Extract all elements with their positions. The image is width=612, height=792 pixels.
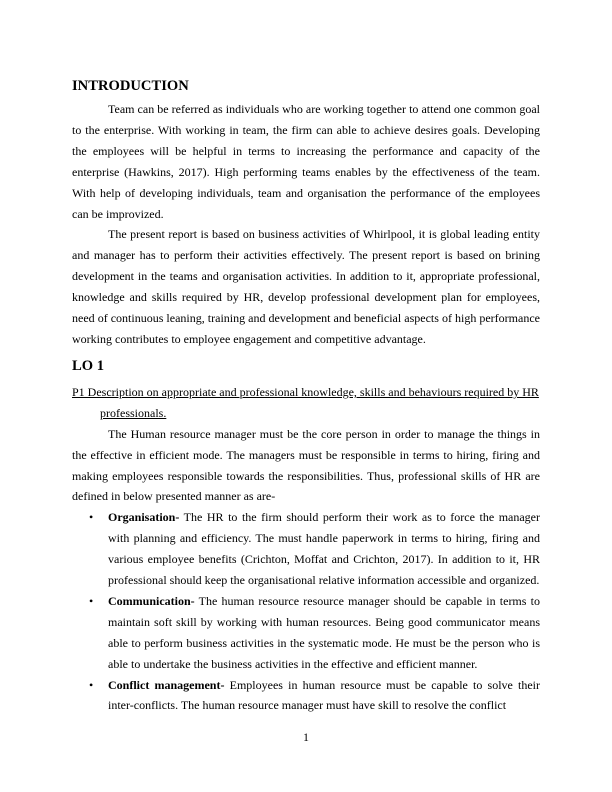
list-item [72, 591, 540, 675]
lo1-heading: LO 1 [72, 357, 105, 374]
bullet-icon: • [89, 677, 94, 692]
bullet-term: Organisation- [108, 510, 180, 525]
p1-subheading: P1 Description on appropriate and professional knowledge, skills and behaviours required by HR professionals. [72, 384, 539, 420]
hr-skills-list [72, 507, 540, 716]
page-number: 1 [303, 730, 309, 744]
page-content [72, 76, 540, 716]
bullet-icon: • [89, 510, 94, 525]
bullet-text: Employees in human resource must be capable to solve their inter-conflicts. The human resource manager must have skill to resolve the conflict [108, 677, 541, 713]
introduction-heading: INTRODUCTION [72, 78, 189, 94]
bullet-term: Communication- [108, 593, 195, 608]
bullet-icon: • [89, 593, 94, 608]
list-item [72, 675, 540, 717]
list-item [72, 507, 540, 591]
bullet-term: Conflict management- [108, 677, 225, 692]
intro-paragraph-2: The present report is based on business activities of Whirlpool, it is global leading entity and manager has to perform their activities effectively. The present report is based on brining development in the teams and organisation activities. In addition to it, appropriate professional, knowledge and skills required by HR, develop professional development plan for employees, need of continuous leaning, training and development and beneficial aspects of high performance working contributes to employee engagement and competitive advantage. [72, 227, 540, 346]
bullet-text: The HR to the firm should perform their work as to force the manager with planning and efficiency. The must handle paperwork in terms to hiring, firing and various employee benefits (Crichton, Moffat and Crichton, 2017). In addition to it, HR professional should keep the organisational relative information accessible and organized. [108, 510, 540, 588]
bullet-text: The human resource resource manager should be capable in terms to maintain soft skill by working with human resources. Being good communicator means able to perform business activities in the systematic mode. He must be the person who is able to undertake the business activities in the effective and efficient manner. [108, 593, 540, 671]
lo1-paragraph: The Human resource manager must be the core person in order to manage the things in the effective in efficient mode. The managers must be responsible in terms to hiring, firing and making employees responsible towards the responsibilities. Thus, professional skills of HR are defined in below presented manner as are- [72, 426, 540, 504]
intro-paragraph-1: Team can be referred as individuals who are working together to attend one common goal to the enterprise. With working in team, the firm can able to achieve desires goals. Developing the employees will be helpful in terms to increasing the performance and capacity of the enterprise (Hawkins, 2017). High performing teams enables by the effectiveness of the team. With help of developing individuals, team and organisation the performance of the employees can be improvized. [72, 102, 540, 221]
